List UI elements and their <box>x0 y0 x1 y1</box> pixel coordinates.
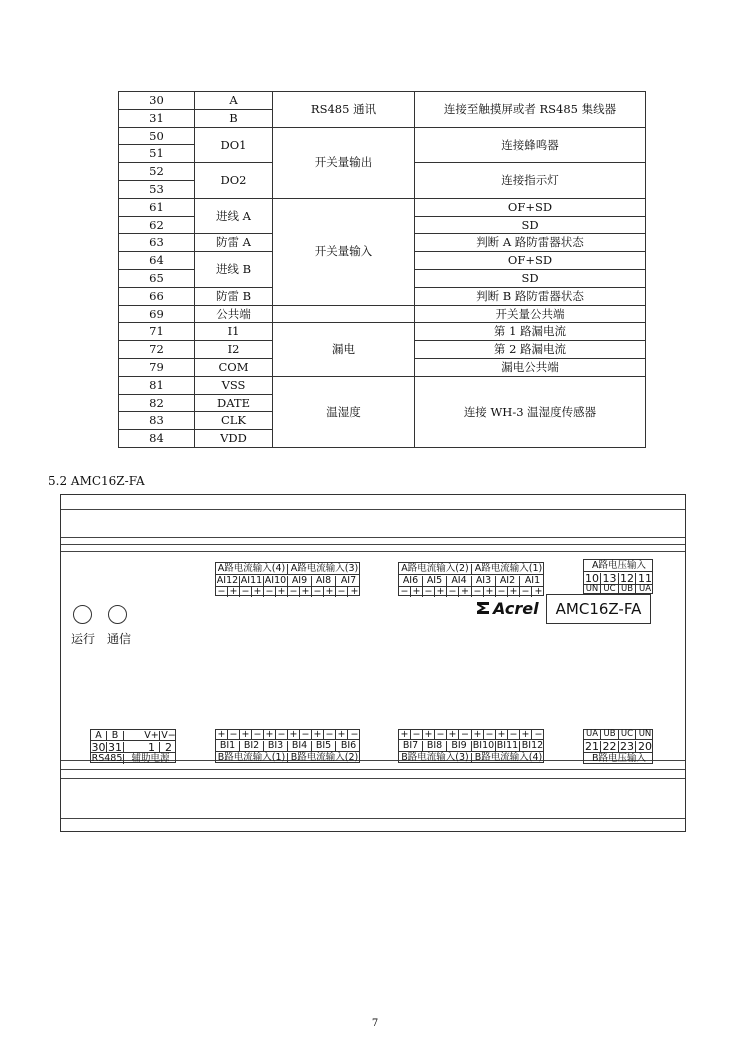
channel-label: BI12 <box>521 740 544 751</box>
channel-label: BI9 <box>447 741 472 751</box>
group-header: B路电流输入(4) <box>474 752 543 763</box>
channel-label: BI5 <box>312 741 336 751</box>
table-row <box>119 323 646 341</box>
terminal-number: 31 <box>119 109 195 127</box>
divider <box>61 818 685 819</box>
polarity-sign: + <box>252 587 264 597</box>
terminal-number: 84 <box>119 430 195 448</box>
terminal-number: 12 <box>620 572 634 585</box>
terminal-label: UB <box>601 730 619 739</box>
terminal-signal: DATE <box>195 394 273 412</box>
run-led-icon <box>73 605 92 624</box>
group-header: A路电流输入(3) <box>290 563 359 574</box>
channel-label: AI7 <box>340 575 357 586</box>
terminal-label: A <box>91 731 107 741</box>
group-header: B路电流输入(3) <box>399 753 472 763</box>
polarity-sign: + <box>411 587 423 597</box>
channel-label: AI8 <box>312 576 336 586</box>
terminal-number: 1 <box>144 742 160 753</box>
polarity-sign: − <box>228 730 240 740</box>
group-header: B路电压输入 <box>591 753 647 764</box>
terminal-number: 64 <box>119 252 195 270</box>
terminal-label: UC <box>619 730 636 739</box>
acrel-logo-icon <box>476 601 490 615</box>
terminal-description: 开关量公共端 <box>415 305 646 323</box>
terminal-number: 72 <box>119 341 195 359</box>
polarity-sign: + <box>459 587 472 597</box>
channel-label: AI10 <box>264 575 287 586</box>
terminal-number: 30 <box>119 92 195 110</box>
page-number: 7 <box>371 1018 379 1029</box>
divider <box>61 778 685 779</box>
polarity-sign: + <box>228 587 240 597</box>
terminal-description: 第 1 路漏电流 <box>415 323 646 341</box>
terminal-description: 连接蜂鸣器 <box>415 127 646 163</box>
terminal-description: 判断 B 路防雷器状态 <box>415 287 646 305</box>
device-panel-drawing <box>60 494 686 832</box>
channel-label: BI10 <box>472 740 495 751</box>
polarity-sign: − <box>264 587 276 597</box>
terminal-number: 11 <box>638 572 652 585</box>
terminal-description: 连接指示灯 <box>415 163 646 199</box>
terminal-signal: B <box>195 109 273 127</box>
channel-label: BI1 <box>216 741 240 751</box>
polarity-sign: + <box>216 730 228 740</box>
group-header: B路电流输入(2) <box>290 752 359 763</box>
terminal-number: 30 <box>91 741 106 754</box>
a-current-input-group-right <box>398 562 544 596</box>
terminal-number: 52 <box>119 163 195 181</box>
group-header: RS485 <box>91 753 123 764</box>
terminal-number: 53 <box>119 180 195 198</box>
terminal-function: 温湿度 <box>273 376 415 447</box>
terminal-number: 62 <box>119 216 195 234</box>
terminal-table <box>118 91 646 448</box>
terminal-description: SD <box>415 216 646 234</box>
terminal-label: UA <box>584 730 601 739</box>
terminal-number: 31 <box>108 741 122 754</box>
group-header: A路电流输入(2) <box>399 564 472 574</box>
terminal-description: OF+SD <box>415 198 646 216</box>
channel-label: BI7 <box>399 741 423 751</box>
channel-label: BI8 <box>423 741 447 751</box>
polarity-sign: − <box>276 730 288 740</box>
channel-label: BI11 <box>496 740 519 751</box>
polarity-sign: + <box>240 730 252 740</box>
polarity-sign: − <box>496 587 508 597</box>
terminal-label: B <box>107 731 124 741</box>
channel-label: AI2 <box>496 576 520 586</box>
polarity-sign: − <box>216 587 228 597</box>
polarity-sign: − <box>520 587 532 597</box>
polarity-sign: − <box>399 587 411 597</box>
polarity-sign: − <box>472 587 484 597</box>
channel-label: AI11 <box>240 575 263 586</box>
terminal-number: 63 <box>119 234 195 252</box>
table-row <box>119 127 646 145</box>
terminal-label: UN <box>584 585 601 594</box>
terminal-signal: 防雷 B <box>195 287 273 305</box>
terminal-signal: 公共端 <box>195 305 273 323</box>
group-header: A路电流输入(4) <box>216 564 288 574</box>
polarity-sign: + <box>264 730 276 740</box>
a-voltage-input-group <box>583 559 653 594</box>
terminal-number: 22 <box>601 741 619 752</box>
channel-label: BI2 <box>240 741 264 751</box>
terminal-number: 50 <box>119 127 195 145</box>
terminal-number: 23 <box>620 740 634 753</box>
terminal-description: 漏电公共端 <box>415 358 646 376</box>
polarity-sign: − <box>300 730 312 740</box>
channel-label: AI1 <box>524 575 541 586</box>
polarity-sign: + <box>399 730 411 740</box>
polarity-sign: − <box>336 587 348 597</box>
comm-led-icon <box>108 605 127 624</box>
b-current-input-group-right <box>398 729 544 763</box>
terminal-label: UN <box>638 729 652 739</box>
a-current-input-group-left <box>215 562 360 596</box>
section-heading: 5.2 AMC16Z-FA <box>48 474 145 488</box>
terminal-function: 漏电 <box>273 323 415 376</box>
channel-label: BI3 <box>264 741 288 751</box>
channel-label: BI4 <box>288 741 312 751</box>
terminal-number: 71 <box>119 323 195 341</box>
polarity-sign: − <box>508 730 520 740</box>
polarity-sign: − <box>240 587 252 597</box>
terminal-number: 82 <box>119 394 195 412</box>
polarity-sign: − <box>459 730 472 740</box>
terminal-signal: I2 <box>195 341 273 359</box>
group-header: A路电压输入 <box>592 560 646 571</box>
polarity-sign: − <box>288 587 300 597</box>
terminal-label: UA <box>638 584 652 594</box>
polarity-sign: + <box>350 586 359 597</box>
polarity-sign: + <box>484 587 496 597</box>
terminal-number: 21 <box>585 740 599 753</box>
terminal-number: 2 <box>165 741 172 754</box>
terminal-signal: CLK <box>195 412 273 430</box>
terminal-description: 连接至触摸屏或者 RS485 集线器 <box>415 92 646 128</box>
channel-label: AI5 <box>423 576 447 586</box>
table-row <box>119 376 646 394</box>
group-header: B路电流输入(1) <box>216 753 288 763</box>
terminal-signal: DO2 <box>195 163 273 199</box>
table-row <box>119 198 646 216</box>
polarity-sign: + <box>435 587 447 597</box>
divider <box>61 769 685 770</box>
group-header: A路电流输入(1) <box>474 563 543 574</box>
polarity-sign: + <box>508 587 520 597</box>
terminal-number: 10 <box>585 572 599 585</box>
terminal-signal: 进线 B <box>195 252 273 288</box>
polarity-sign: − <box>324 730 336 740</box>
divider <box>61 544 685 545</box>
polarity-sign: + <box>520 730 532 740</box>
terminal-label: V− <box>161 730 176 741</box>
divider <box>61 509 685 510</box>
polarity-sign: − <box>423 587 435 597</box>
polarity-sign: − <box>435 730 447 740</box>
terminal-number: 65 <box>119 269 195 287</box>
channel-label: AI9 <box>288 576 312 586</box>
polarity-sign: + <box>312 730 324 740</box>
terminal-label: V+ <box>144 730 159 741</box>
terminal-function: RS485 通讯 <box>273 92 415 128</box>
terminal-signal: A <box>195 92 273 110</box>
terminal-number: 51 <box>119 145 195 163</box>
divider <box>61 551 685 552</box>
polarity-sign: + <box>336 730 348 740</box>
terminal-signal: VDD <box>195 430 273 448</box>
table-row <box>119 305 646 323</box>
terminal-label: UC <box>601 585 619 594</box>
polarity-sign: − <box>534 729 543 740</box>
terminal-signal: DO1 <box>195 127 273 163</box>
terminal-number: 69 <box>119 305 195 323</box>
run-led-label: 运行 <box>71 632 96 646</box>
terminal-number: 81 <box>119 376 195 394</box>
b-voltage-input-group <box>583 729 653 764</box>
terminal-function: 开关量输入 <box>273 198 415 305</box>
polarity-sign: − <box>447 587 459 597</box>
divider <box>61 537 685 538</box>
brand-logo: Acrel <box>493 599 539 618</box>
polarity-sign: + <box>288 730 300 740</box>
terminal-label: UB <box>619 585 636 594</box>
channel-label: BI6 <box>340 740 357 751</box>
terminal-signal: COM <box>195 358 273 376</box>
polarity-sign: − <box>252 730 264 740</box>
table-row <box>119 92 646 110</box>
group-header: 辅助电源 <box>131 753 170 764</box>
terminal-number: 61 <box>119 198 195 216</box>
terminal-description: OF+SD <box>415 252 646 270</box>
terminal-signal: 防雷 A <box>195 234 273 252</box>
terminal-function <box>273 305 415 323</box>
channel-label: AI4 <box>447 576 472 586</box>
polarity-sign: − <box>312 587 324 597</box>
terminal-number: 66 <box>119 287 195 305</box>
polarity-sign: − <box>411 730 423 740</box>
terminal-description: SD <box>415 269 646 287</box>
terminal-number: 79 <box>119 358 195 376</box>
comm-led-label: 通信 <box>107 632 132 646</box>
terminal-function: 开关量输出 <box>273 127 415 198</box>
polarity-sign: + <box>276 587 288 597</box>
terminal-signal: VSS <box>195 376 273 394</box>
polarity-sign: − <box>484 730 496 740</box>
polarity-sign: + <box>496 730 508 740</box>
channel-label: AI12 <box>216 575 239 586</box>
polarity-sign: + <box>300 587 312 597</box>
polarity-sign: + <box>324 587 336 597</box>
channel-label: AI6 <box>399 576 423 586</box>
terminal-description: 判断 A 路防雷器状态 <box>415 234 646 252</box>
channel-label: AI3 <box>472 576 496 586</box>
polarity-sign: + <box>472 730 484 740</box>
terminal-description: 连接 WH-3 温湿度传感器 <box>415 376 646 447</box>
terminal-number: 83 <box>119 412 195 430</box>
terminal-number: 20 <box>638 740 652 753</box>
polarity-sign: − <box>350 729 359 740</box>
power-rs485-terminals <box>90 729 176 763</box>
polarity-sign: + <box>423 730 435 740</box>
polarity-sign: + <box>447 730 459 740</box>
polarity-sign: + <box>534 586 543 597</box>
terminal-signal: 进线 A <box>195 198 273 234</box>
b-current-input-group-left <box>215 729 360 763</box>
terminal-signal: I1 <box>195 323 273 341</box>
model-label: AMC16Z-FA <box>546 594 651 624</box>
terminal-number: 13 <box>601 573 619 584</box>
terminal-description: 第 2 路漏电流 <box>415 341 646 359</box>
